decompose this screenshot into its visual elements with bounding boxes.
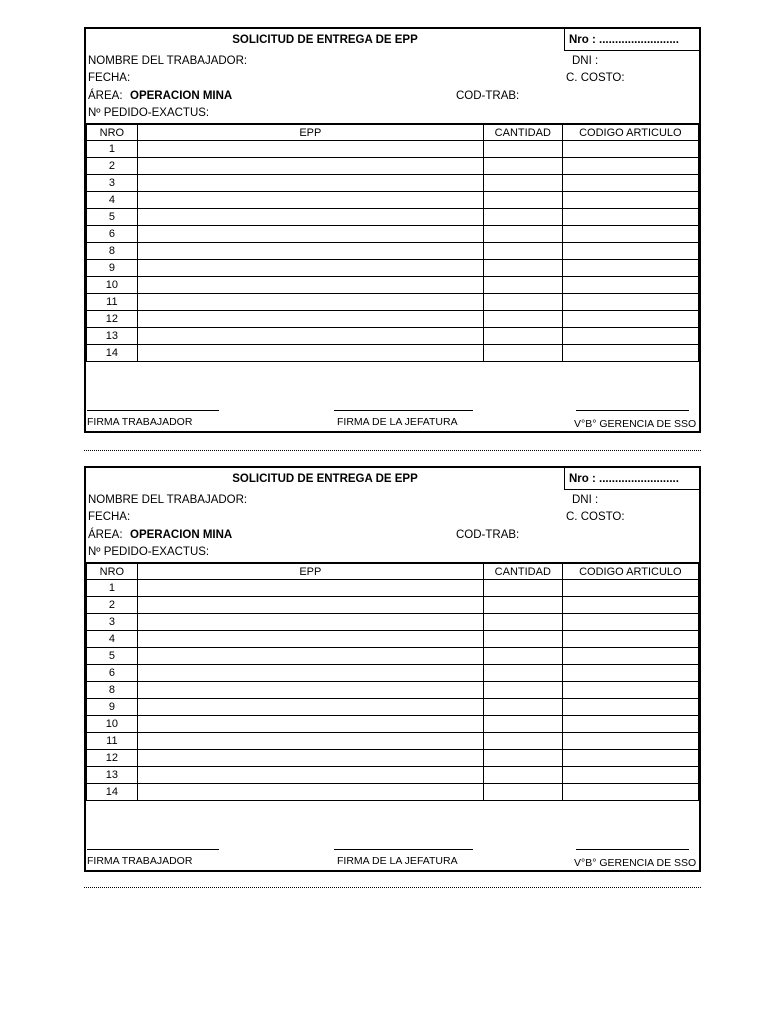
article-code-cell[interactable]: [562, 580, 698, 597]
table-row: [87, 158, 699, 175]
table-row: [87, 699, 699, 716]
order-number-label: Nº PEDIDO-EXACTUS:: [88, 107, 210, 119]
epp-cell[interactable]: [137, 733, 483, 750]
article-code-cell[interactable]: [562, 226, 698, 243]
table-row: [87, 597, 699, 614]
quantity-cell[interactable]: [483, 175, 562, 192]
worker-signature-line: [87, 849, 219, 850]
article-code-cell[interactable]: [562, 750, 698, 767]
quantity-cell[interactable]: [483, 226, 562, 243]
row-number: 12: [87, 311, 138, 328]
table-row: [87, 580, 699, 597]
table-row: [87, 716, 699, 733]
column-header-nro: NRO: [87, 563, 138, 580]
form-title: SOLICITUD DE ENTREGA DE EPP: [232, 34, 418, 46]
worker-code-label: COD-TRAB:: [456, 90, 520, 102]
article-code-cell[interactable]: [562, 716, 698, 733]
form-number-field[interactable]: Nro : .........................: [564, 29, 699, 51]
table-row: [87, 784, 699, 801]
form-number-field[interactable]: Nro : .........................: [564, 468, 699, 490]
epp-cell[interactable]: [137, 597, 483, 614]
worker-signature-label: FIRMA TRABAJADOR: [87, 855, 193, 867]
table-row: [87, 277, 699, 294]
quantity-cell[interactable]: [483, 277, 562, 294]
column-header-nro: NRO: [87, 124, 138, 141]
table-row: [87, 175, 699, 192]
table-row: [87, 226, 699, 243]
quantity-cell[interactable]: [483, 597, 562, 614]
sso-signature-line: [576, 849, 689, 850]
quantity-cell[interactable]: [483, 260, 562, 277]
article-code-cell[interactable]: [562, 682, 698, 699]
area-label: ÁREA:: [88, 90, 123, 102]
quantity-cell[interactable]: [483, 733, 562, 750]
worker-signature-line: [87, 410, 219, 411]
quantity-cell[interactable]: [483, 631, 562, 648]
epp-cell[interactable]: [137, 345, 483, 362]
article-code-cell[interactable]: [562, 192, 698, 209]
epp-request-form-1: [84, 27, 701, 433]
epp-cell[interactable]: [137, 175, 483, 192]
article-code-cell[interactable]: [562, 277, 698, 294]
epp-cell[interactable]: [137, 699, 483, 716]
table-row: [87, 141, 699, 158]
row-number: 14: [87, 345, 138, 362]
row-number: 8: [87, 243, 138, 260]
quantity-cell[interactable]: [483, 614, 562, 631]
epp-cell[interactable]: [137, 294, 483, 311]
row-number: 3: [87, 175, 138, 192]
epp-cell[interactable]: [137, 682, 483, 699]
form-title: SOLICITUD DE ENTREGA DE EPP: [232, 473, 418, 485]
worker-code-label: COD-TRAB:: [456, 529, 520, 541]
column-header-article-code: CODIGO ARTICULO: [562, 124, 698, 141]
quantity-cell[interactable]: [483, 767, 562, 784]
table-header-row: [87, 563, 699, 580]
article-code-cell[interactable]: [562, 243, 698, 260]
table-row: [87, 192, 699, 209]
table-row: [87, 311, 699, 328]
quantity-cell[interactable]: [483, 699, 562, 716]
row-number: 10: [87, 277, 138, 294]
row-number: 13: [87, 328, 138, 345]
article-code-cell[interactable]: [562, 784, 698, 801]
column-header-quantity: CANTIDAD: [483, 563, 562, 580]
article-code-cell[interactable]: [562, 141, 698, 158]
row-number: 6: [87, 665, 138, 682]
table-row: [87, 294, 699, 311]
table-row: [87, 665, 699, 682]
epp-cell[interactable]: [137, 311, 483, 328]
row-number: 9: [87, 699, 138, 716]
epp-cell[interactable]: [137, 226, 483, 243]
epp-cell[interactable]: [137, 243, 483, 260]
epp-cell[interactable]: [137, 141, 483, 158]
row-number: 11: [87, 733, 138, 750]
article-code-cell[interactable]: [562, 767, 698, 784]
row-number: 5: [87, 648, 138, 665]
article-code-cell[interactable]: [562, 597, 698, 614]
article-code-cell[interactable]: [562, 328, 698, 345]
table-row: [87, 243, 699, 260]
table-row: [87, 682, 699, 699]
epp-cell[interactable]: [137, 580, 483, 597]
sso-signature-line: [576, 410, 689, 411]
table-row: [87, 209, 699, 226]
row-number: 12: [87, 750, 138, 767]
quantity-cell[interactable]: [483, 648, 562, 665]
row-number: 8: [87, 682, 138, 699]
table-row: [87, 260, 699, 277]
article-code-cell[interactable]: [562, 294, 698, 311]
row-number: 3: [87, 614, 138, 631]
quantity-cell[interactable]: [483, 328, 562, 345]
column-header-epp: EPP: [137, 563, 483, 580]
form-header: [86, 468, 699, 564]
article-code-cell[interactable]: [562, 699, 698, 716]
epp-cell[interactable]: [137, 767, 483, 784]
epp-cell[interactable]: [137, 631, 483, 648]
row-number: 9: [87, 260, 138, 277]
epp-cell[interactable]: [137, 750, 483, 767]
quantity-cell[interactable]: [483, 750, 562, 767]
table-row: [87, 733, 699, 750]
dni-label: DNI :: [572, 494, 599, 506]
article-code-cell[interactable]: [562, 733, 698, 750]
quantity-cell[interactable]: [483, 243, 562, 260]
row-number: 14: [87, 784, 138, 801]
boss-signature-label: FIRMA DE LA JEFATURA: [337, 855, 458, 867]
dni-label: DNI :: [572, 55, 599, 67]
date-label: FECHA:: [88, 72, 131, 84]
table-row: [87, 328, 699, 345]
sso-approval-label: V°B° GERENCIA DE SSO: [574, 418, 697, 430]
row-number: 2: [87, 158, 138, 175]
row-number: 5: [87, 209, 138, 226]
table-row: [87, 767, 699, 784]
epp-cell[interactable]: [137, 260, 483, 277]
epp-cell[interactable]: [137, 158, 483, 175]
article-code-cell[interactable]: [562, 311, 698, 328]
column-header-epp: EPP: [137, 124, 483, 141]
quantity-cell[interactable]: [483, 192, 562, 209]
row-number: 11: [87, 294, 138, 311]
order-number-label: Nº PEDIDO-EXACTUS:: [88, 546, 210, 558]
area-label: ÁREA:: [88, 529, 123, 541]
article-code-cell[interactable]: [562, 648, 698, 665]
sso-approval-label: V°B° GERENCIA DE SSO: [574, 857, 697, 869]
epp-cell[interactable]: [137, 784, 483, 801]
quantity-cell[interactable]: [483, 682, 562, 699]
row-number: 4: [87, 631, 138, 648]
epp-cell[interactable]: [137, 328, 483, 345]
row-number: 4: [87, 192, 138, 209]
article-code-cell[interactable]: [562, 631, 698, 648]
table-row: [87, 614, 699, 631]
table-row: [87, 631, 699, 648]
quantity-cell[interactable]: [483, 209, 562, 226]
epp-items-table: [86, 123, 699, 362]
epp-cell[interactable]: [137, 665, 483, 682]
quantity-cell[interactable]: [483, 311, 562, 328]
epp-cell[interactable]: [137, 648, 483, 665]
form-header: [86, 29, 699, 125]
row-number: 1: [87, 141, 138, 158]
row-number: 6: [87, 226, 138, 243]
epp-cell[interactable]: [137, 614, 483, 631]
table-row: [87, 648, 699, 665]
quantity-cell[interactable]: [483, 345, 562, 362]
epp-cell[interactable]: [137, 209, 483, 226]
boss-signature-line: [334, 849, 473, 850]
cut-line-1: [84, 450, 701, 451]
table-row: [87, 345, 699, 362]
epp-request-form-2: [84, 466, 701, 872]
cut-line-2: [84, 887, 701, 888]
article-code-cell[interactable]: [562, 260, 698, 277]
worker-signature-label: FIRMA TRABAJADOR: [87, 416, 193, 428]
cost-center-label: C. COSTO:: [566, 511, 625, 523]
row-number: 2: [87, 597, 138, 614]
area-value: OPERACION MINA: [130, 90, 233, 102]
article-code-cell[interactable]: [562, 209, 698, 226]
area-value: OPERACION MINA: [130, 529, 233, 541]
column-header-quantity: CANTIDAD: [483, 124, 562, 141]
row-number: 10: [87, 716, 138, 733]
quantity-cell[interactable]: [483, 580, 562, 597]
date-label: FECHA:: [88, 511, 131, 523]
quantity-cell[interactable]: [483, 784, 562, 801]
worker-name-label: NOMBRE DEL TRABAJADOR:: [88, 55, 248, 67]
boss-signature-line: [334, 410, 473, 411]
quantity-cell[interactable]: [483, 294, 562, 311]
epp-cell[interactable]: [137, 716, 483, 733]
article-code-cell[interactable]: [562, 345, 698, 362]
article-code-cell[interactable]: [562, 614, 698, 631]
worker-name-label: NOMBRE DEL TRABAJADOR:: [88, 494, 248, 506]
row-number: 13: [87, 767, 138, 784]
quantity-cell[interactable]: [483, 716, 562, 733]
epp-cell[interactable]: [137, 192, 483, 209]
table-row: [87, 750, 699, 767]
article-code-cell[interactable]: [562, 158, 698, 175]
article-code-cell[interactable]: [562, 665, 698, 682]
quantity-cell[interactable]: [483, 141, 562, 158]
quantity-cell[interactable]: [483, 665, 562, 682]
cost-center-label: C. COSTO:: [566, 72, 625, 84]
epp-cell[interactable]: [137, 277, 483, 294]
column-header-article-code: CODIGO ARTICULO: [562, 563, 698, 580]
epp-items-table: [86, 562, 699, 801]
row-number: 1: [87, 580, 138, 597]
quantity-cell[interactable]: [483, 158, 562, 175]
article-code-cell[interactable]: [562, 175, 698, 192]
table-header-row: [87, 124, 699, 141]
boss-signature-label: FIRMA DE LA JEFATURA: [337, 416, 458, 428]
